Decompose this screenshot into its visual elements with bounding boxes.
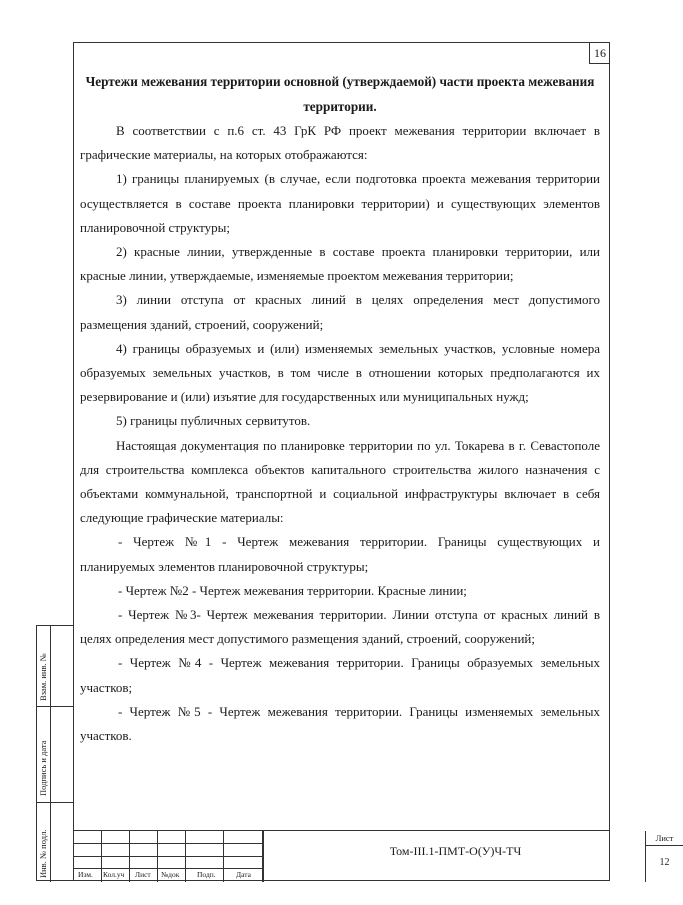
list-item: - Чертеж №2 - Чертеж межевания территории. Красные линии;	[118, 582, 467, 598]
paragraph: 3) линии отступа от красных линий в целях определения мест допустимого размещения зданий, строений, сооружений;	[80, 292, 600, 332]
paragraph: 4) границы образуемых и (или) изменяемых земельных участков, условные номера образуемых земельных участков, в том числе в отношении которых предполагаются их резервирование и (или) изъятие для государственных или муниципальных нужд;	[80, 340, 600, 405]
document-code: Том-III.1-ПМТ-О(У)Ч-ТЧ	[263, 831, 647, 882]
sheet-label: Лист	[646, 833, 683, 846]
side-stamp-divider	[37, 706, 74, 707]
stamp-col-ndok: №док	[161, 870, 180, 879]
sheet-box	[645, 831, 682, 882]
stamp-col-data: Дата	[236, 870, 251, 879]
revision-grid	[73, 831, 263, 882]
paragraph: 5) границы публичных сервитутов.	[116, 413, 311, 429]
side-stamp-divider	[37, 802, 74, 803]
page-number: 16	[589, 42, 610, 64]
title-block	[73, 830, 674, 881]
list-item: - Чертеж №1 - Чертеж межевания территории. Границы существующих и планируемых элементов планировочной структуры;	[80, 534, 600, 574]
side-stamp	[36, 625, 73, 881]
podpis-data-label: Подпись и дата	[38, 740, 48, 796]
stamp-col-podp: Подп.	[197, 870, 216, 879]
sheet-number: 12	[659, 857, 670, 868]
list-item: - Чертеж №4 - Чертеж межевания территории. Границы образуемых земельных участков;	[80, 655, 600, 695]
inv-podl-label: Инв. № подл.	[38, 829, 48, 878]
paragraph: 1) границы планируемых (в случае, если подготовка проекта межевания территории осуществляется в составе проекта планировки территории) и существующих элементов планировочной структуры;	[80, 171, 600, 235]
document-body	[80, 70, 600, 748]
paragraph: В соответствии с п.6 ст. 43 ГрК РФ проект межевания территории включает в графические материалы, на которых отображаются:	[80, 123, 600, 163]
list-item: - Чертеж №5 - Чертеж межевания территории. Границы изменяемых земельных участков.	[80, 703, 600, 744]
vzam-inv-label: Взам. инв. №	[38, 653, 48, 701]
paragraph: 2) красные линии, утвержденные в составе проекта планировки территории, или красные линии, утверждаемые, изменяемые проектом межевания территории;	[80, 244, 600, 284]
stamp-col-list: Лист	[135, 870, 151, 879]
stamp-col-izm: Изм.	[78, 870, 93, 879]
document-title: Чертежи межевания территории основной (утверждаемой) части проекта межевания территории.	[85, 74, 595, 114]
list-item: - Чертеж №3- Чертеж межевания территории. Линии отступа от красных линий в целях определения мест допустимого размещения зданий, строений, сооружений;	[80, 607, 600, 647]
paragraph: Настоящая документация по планировке территории по ул. Токарева в г. Севастополе для строительства комплекса объектов капитального строительства жилого назначения с объектами коммунальной, транспортной и социальной инфраструктуры включает в себя следующие графические материалы:	[80, 437, 600, 526]
stamp-col-koluch: Кол.уч	[103, 870, 125, 879]
